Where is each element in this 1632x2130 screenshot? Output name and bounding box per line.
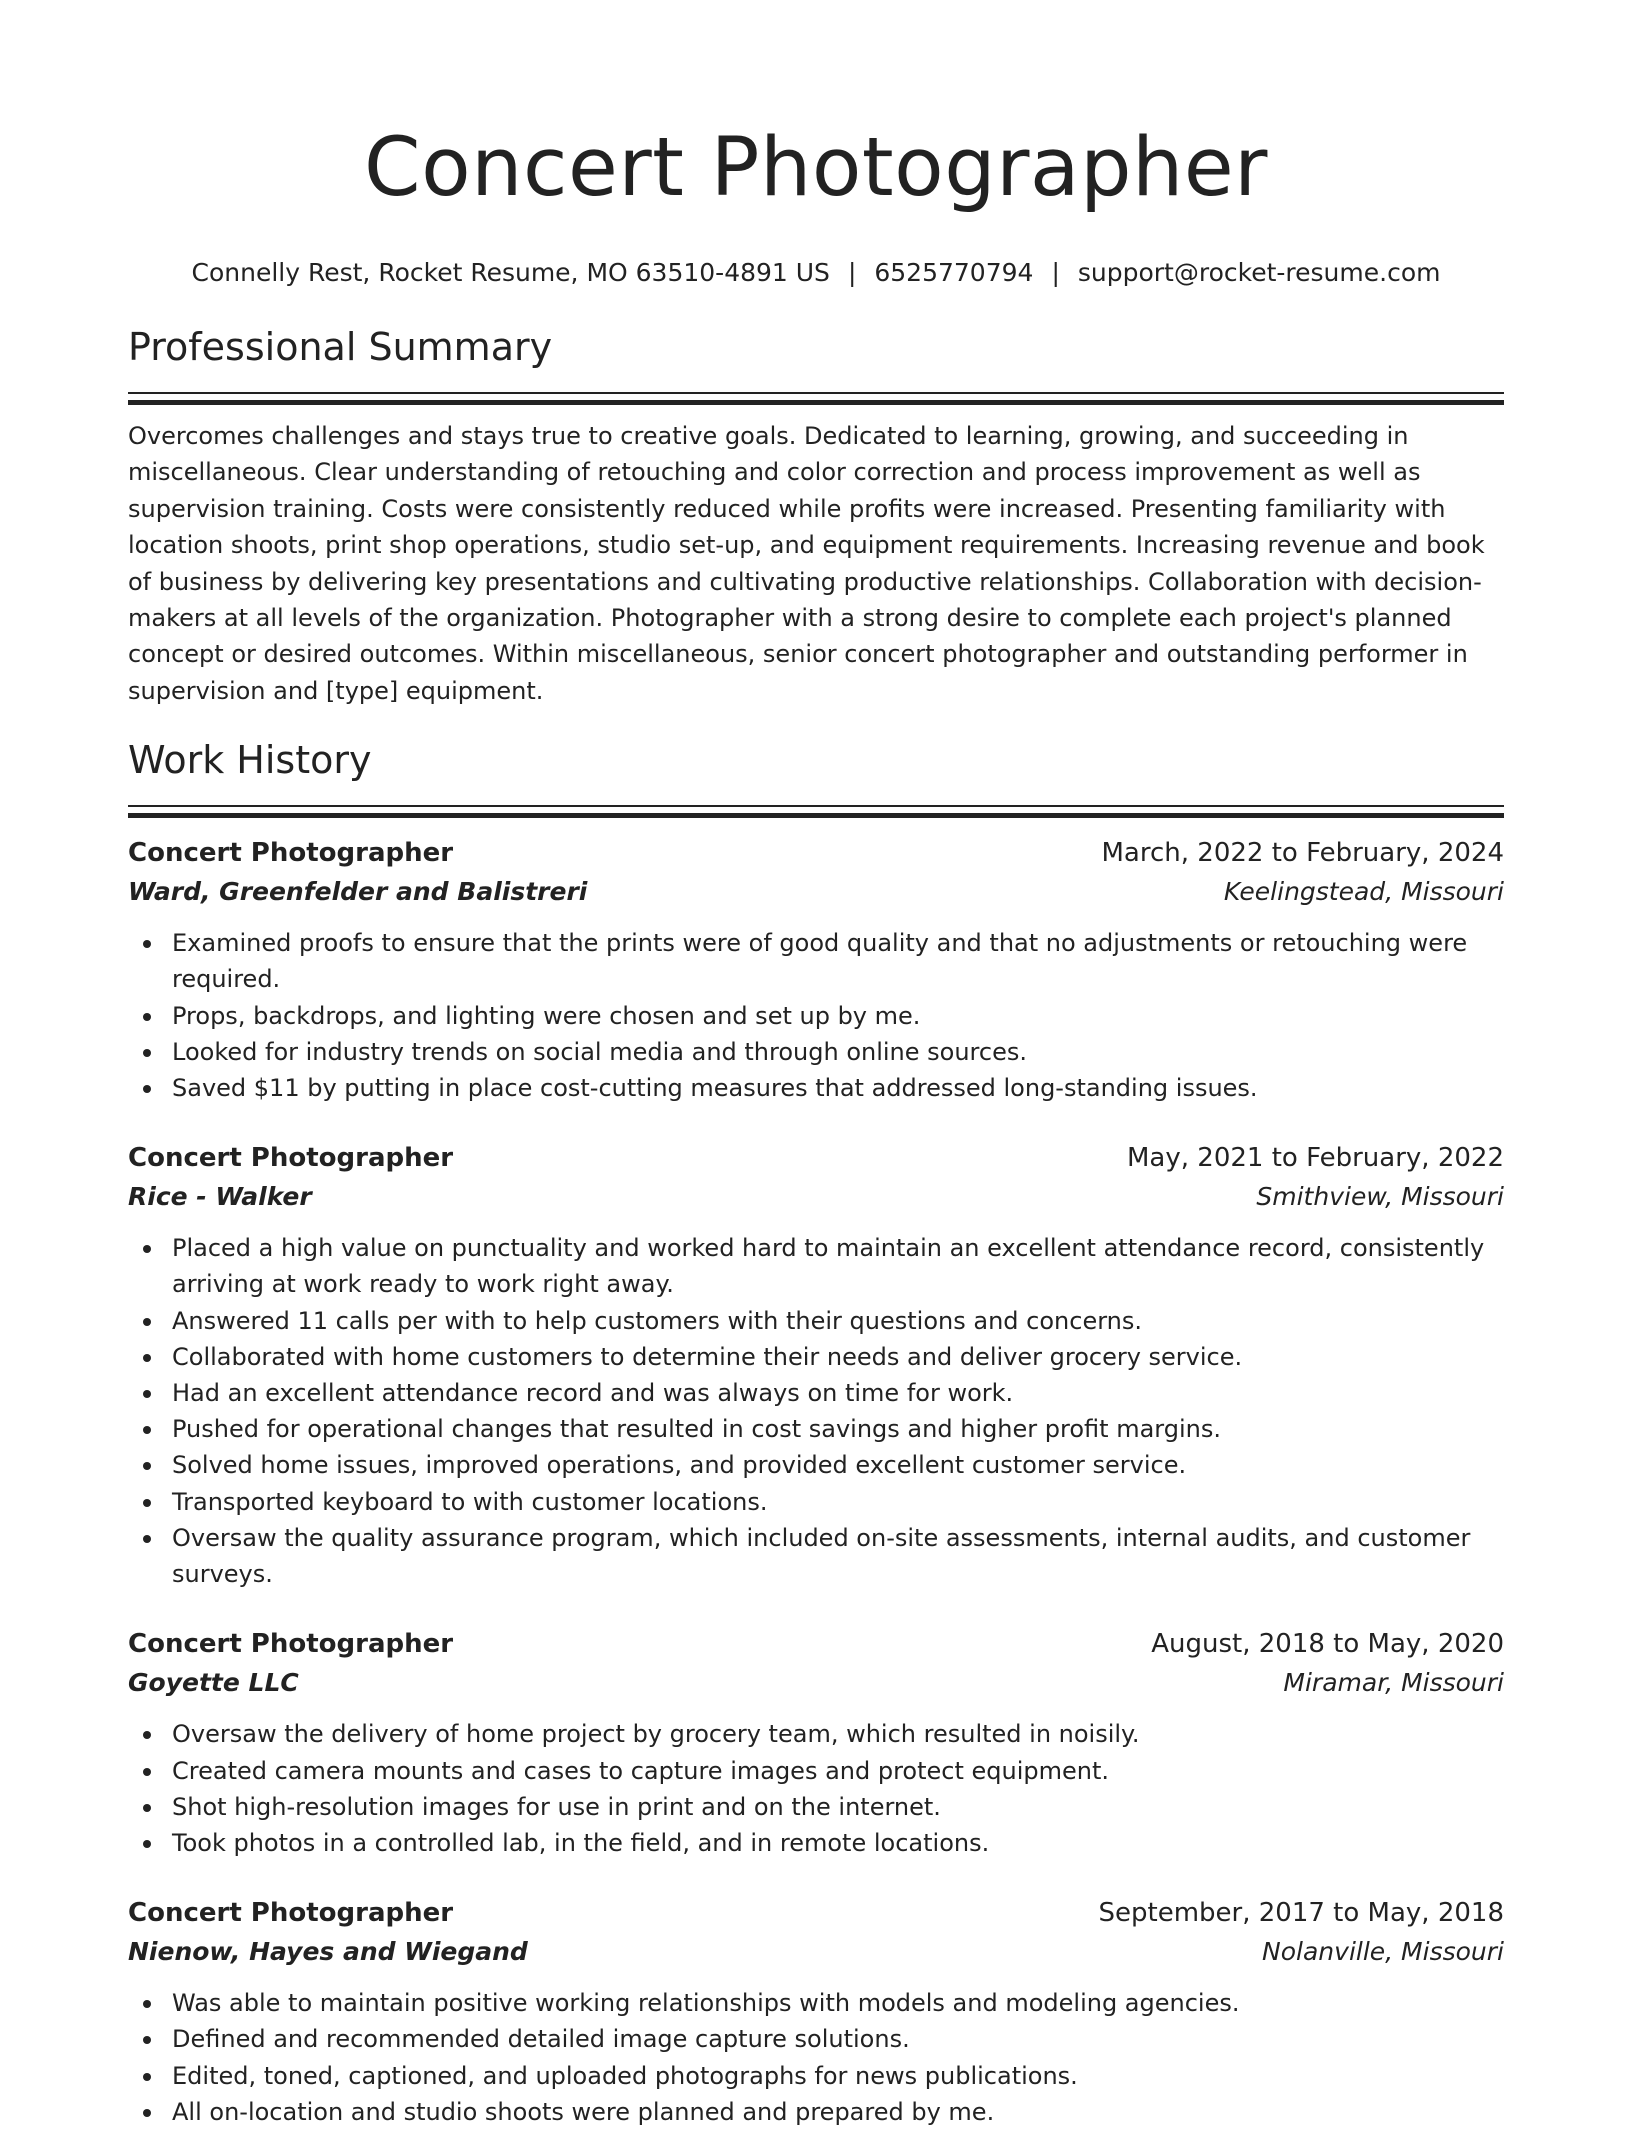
job-bullet: Oversaw the delivery of home project by grocery team, which resulted in noisily.: [128, 1716, 1504, 1752]
summary-text: Overcomes challenges and stays true to creative goals. Dedicated to learning, growing, and succeeding in miscellaneous. Clear understanding of retouching and color correction and process improvement as well as supervision training. Costs were consistently reduced while profits were increased. Presenting familiarity with location shoots, print shop operations, studio set-up, and equipment requirements. Increasing revenue and book of business by delivering key presentations and cultivating productive relationships. Collaboration with decision-makers at all levels of the organization. Photographer with a strong desire to complete each project's planned concept or desired outcomes. Within miscellaneous, senior concert photographer and outstanding performer in supervision and [type] equipment.: [128, 422, 1485, 705]
job-entry: [128, 1624, 1504, 1861]
job-bullet: Examined proofs to ensure that the prints were of good quality and that no adjustments or retouching were required.: [128, 925, 1504, 997]
job-entry: [128, 833, 1504, 1106]
job-bullet: Saved $11 by putting in place cost-cutting measures that addressed long-standing issues.: [128, 1070, 1504, 1106]
job-bullet: Looked for industry trends on social media and through online sources.: [128, 1034, 1504, 1070]
resume-page: [128, 0, 1504, 2130]
job-title: Concert Photographer: [128, 1143, 454, 1174]
work-history-section: [128, 737, 1504, 2130]
job-bullets: [128, 1230, 1504, 1592]
contact-email: support@rocket-resume.com: [1077, 258, 1441, 287]
job-bullet: Defined and recommended detailed image capture solutions.: [128, 2021, 1504, 2057]
job-bullet: Was able to maintain positive working relationships with models and modeling agencies.: [128, 1985, 1504, 2021]
job-bullet: Answered 11 calls per with to help customers with their questions and concerns.: [128, 1303, 1504, 1339]
job-location: Miramar, Missouri: [1283, 1668, 1504, 1698]
job-bullets: [128, 925, 1504, 1106]
job-company: Ward, Greenfelder and Balistreri: [128, 877, 588, 907]
job-bullet: Took photos in a controlled lab, in the field, and in remote locations.: [128, 1825, 1504, 1861]
contact-line: [128, 256, 1504, 290]
job-bullets: [128, 1985, 1504, 2130]
job-bullet: Transported keyboard to with customer locations.: [128, 1484, 1504, 1520]
job-bullet: Solved home issues, improved operations, and provided excellent customer service.: [128, 1447, 1504, 1483]
job-bullet: Shot high-resolution images for use in print and on the internet.: [128, 1789, 1504, 1825]
job-entry: [128, 1893, 1504, 2130]
job-location: Keelingstead, Missouri: [1223, 877, 1504, 907]
job-company: Nienow, Hayes and Wiegand: [128, 1937, 528, 1967]
job-company: Goyette LLC: [128, 1668, 299, 1698]
job-company: Rice - Walker: [128, 1182, 312, 1212]
contact-address: Connelly Rest, Rocket Resume, MO 63510-4891 US: [191, 258, 830, 287]
job-dates: May, 2021 to February, 2022: [1127, 1143, 1504, 1174]
job-bullet: All on-location and studio shoots were planned and prepared by me.: [128, 2094, 1504, 2130]
section-divider: [128, 805, 1504, 817]
job-bullet: Had an excellent attendance record and was always on time for work.: [128, 1375, 1504, 1411]
job-location: Nolanville, Missouri: [1262, 1937, 1504, 1967]
job-bullet: Created camera mounts and cases to capture images and protect equipment.: [128, 1753, 1504, 1789]
job-title: Concert Photographer: [128, 1629, 454, 1660]
job-dates: March, 2022 to February, 2024: [1101, 838, 1504, 869]
job-title: Concert Photographer: [128, 1898, 454, 1929]
contact-phone: 6525770794: [874, 258, 1034, 287]
section-divider: [128, 392, 1504, 404]
job-entry: [128, 1138, 1504, 1592]
work-history-heading: Work History: [128, 738, 372, 783]
contact-separator: |: [1051, 258, 1060, 287]
job-title: Concert Photographer: [128, 838, 454, 869]
resume-title: Concert Photographer: [364, 121, 1268, 215]
summary-section: [128, 324, 1504, 709]
job-bullet: Edited, toned, captioned, and uploaded photographs for news publications.: [128, 2058, 1504, 2094]
job-bullets: [128, 1716, 1504, 1861]
job-location: Smithview, Missouri: [1256, 1182, 1504, 1212]
job-bullet: Pushed for operational changes that resulted in cost savings and higher profit margins.: [128, 1411, 1504, 1447]
summary-heading: Professional Summary: [128, 325, 553, 369]
job-bullet: Props, backdrops, and lighting were chosen and set up by me.: [128, 998, 1504, 1034]
job-bullet: Oversaw the quality assurance program, which included on-site assessments, internal audits, and customer surveys.: [128, 1520, 1504, 1592]
contact-separator: |: [847, 258, 857, 287]
job-bullet: Collaborated with home customers to determine their needs and deliver grocery service.: [128, 1339, 1504, 1375]
job-bullet: Placed a high value on punctuality and worked hard to maintain an excellent attendance record, consistently arriving at work ready to work right away.: [128, 1230, 1504, 1302]
job-dates: September, 2017 to May, 2018: [1098, 1898, 1504, 1929]
job-dates: August, 2018 to May, 2020: [1151, 1629, 1504, 1660]
